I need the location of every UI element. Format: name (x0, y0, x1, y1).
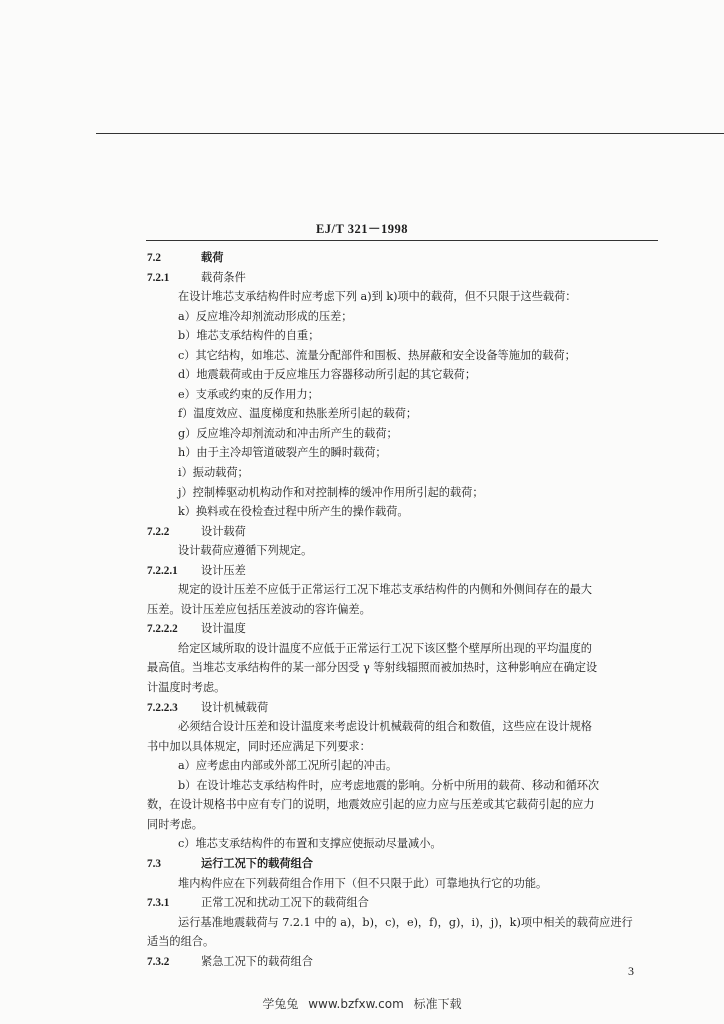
line-text: h）由于主冷却管道破裂产生的瞬时载荷； (178, 446, 387, 460)
line-text: b）在设计堆芯支承结构件时，应考虑地震的影响。分析中所用的载荷、移动和循环次 (178, 778, 600, 792)
subsection-heading (147, 952, 655, 972)
paragraph-line (147, 874, 655, 894)
header-rule (146, 240, 658, 241)
paragraph-line (147, 913, 655, 933)
line-text: 设计载荷 (201, 524, 246, 538)
line-text: 数，在设计规格书中应有专门的说明，地震效应引起的应力应与压差或其它载荷引起的应力 (147, 798, 595, 812)
line-text: 设计温度 (201, 622, 246, 636)
section-heading (147, 854, 655, 874)
line-text: 适当的组合。 (147, 935, 215, 949)
line-text: a）反应堆冷却剂流动形成的压差； (178, 309, 353, 323)
list-item (147, 326, 655, 346)
footer-url[interactable]: www.bzfxw.com (308, 997, 404, 1011)
line-text: 给定区域所取的设计温度不应低于正常运行工况下该区整个壁厚所出现的平均温度的 (178, 641, 592, 655)
line-text: 必须结合设计压差和设计温度来考虑设计机械载荷的组合和数值，这些应在设计规格 (178, 720, 592, 734)
line-text: 设计机械载荷 (201, 700, 269, 714)
line-text: 在设计堆芯支承结构件时应考虑下列 a)到 k)项中的载荷，但不只限于这些载荷： (178, 290, 577, 304)
line-text: c）堆芯支承结构件的布置和支撑应使振动尽量减小。 (178, 837, 442, 851)
section-number: 7.2.2 (147, 525, 170, 538)
paragraph-line (147, 737, 655, 757)
paragraph-line (147, 639, 655, 659)
line-text: 设计载荷应遵循下列规定。 (178, 544, 313, 558)
paragraph-line (147, 795, 655, 815)
page-number: 3 (628, 964, 634, 978)
line-text: 同时考虑。 (147, 817, 203, 831)
footer-tagline: 标准下载 (413, 997, 462, 1011)
subsection-heading (147, 698, 655, 718)
footer-site-name: 学兔兔 (262, 997, 299, 1011)
line-text: 运行基准地震载荷与 7.2.1 中的 a)，b)，c)，e)，f)，g)，i)，j)，k)项中相关的载荷应进行 (178, 915, 633, 929)
line-text: g）反应堆冷却剂流动和冲击所产生的载荷； (178, 426, 398, 440)
paragraph-line (147, 287, 655, 307)
paragraph-line (147, 678, 655, 698)
line-text: e）支承或约束的反作用力； (178, 387, 319, 401)
footer-watermark (0, 995, 724, 1012)
line-text: 运行工况下的载荷组合 (201, 855, 313, 870)
section-number: 7.2 (147, 252, 161, 264)
line-text: 正常工况和扰动工况下的载荷组合 (201, 896, 369, 910)
line-text: 最高值。当堆芯支承结构件的某一部分因受 γ 等射线辐照而被加热时，这种影响应在确定设 (147, 661, 598, 675)
line-text: f）温度效应、温度梯度和热胀差所引起的载荷； (178, 407, 418, 421)
paragraph-line (147, 717, 655, 737)
section-number: 7.2.2.2 (147, 623, 178, 636)
subsection-heading (147, 522, 655, 542)
list-item (147, 365, 655, 385)
section-heading (147, 248, 655, 268)
list-item (147, 483, 655, 503)
subsection-heading (147, 268, 655, 288)
paragraph-line (147, 658, 655, 678)
line-text: 计温度时考虑。 (147, 681, 226, 695)
list-item (147, 424, 655, 444)
line-text: 规定的设计压差不应低于正常运行工况下堆芯支承结构件的内侧和外侧间存在的最大 (178, 583, 592, 597)
list-item (147, 307, 655, 327)
subsection-heading (147, 893, 655, 913)
line-text: 载荷条件 (201, 270, 246, 284)
list-item (147, 834, 655, 854)
line-text: a）应考虑由内部或外部工况所引起的冲击。 (178, 759, 398, 773)
line-text: 设计压差 (201, 563, 246, 577)
section-number: 7.2.1 (147, 271, 170, 284)
list-item (147, 756, 655, 776)
section-number: 7.3.1 (147, 897, 170, 910)
subsection-heading (147, 619, 655, 639)
paragraph-line (147, 932, 655, 952)
list-item (147, 502, 655, 522)
paragraph-line (147, 815, 655, 835)
list-item (147, 346, 655, 366)
line-text: 压差。设计压差应包括压差波动的容许偏差。 (147, 602, 371, 616)
section-number: 7.3 (147, 857, 161, 870)
line-text: k）换料或在役检查过程中所产生的操作载荷。 (178, 505, 409, 519)
top-rule (96, 133, 724, 134)
section-number: 7.2.2.3 (147, 701, 178, 714)
list-item (147, 404, 655, 424)
line-text: 载荷 (201, 250, 224, 264)
list-item (147, 443, 655, 463)
line-text: 堆内构件应在下列载荷组合作用下（但不只限于此）可靠地执行它的功能。 (178, 876, 548, 890)
document-code: EJ/T 321－1998 (315, 222, 409, 236)
line-text: d）地震载荷或由于反应堆压力容器移动所引起的其它载荷； (178, 368, 477, 382)
line-text: c）其它结构，如堆芯、流量分配部件和围板、热屏蔽和安全设备等施加的载荷； (178, 348, 576, 362)
line-text: 书中加以具体规定，同时还应满足下列要求： (147, 739, 371, 753)
list-item (147, 385, 655, 405)
subsection-heading (147, 561, 655, 581)
line-text: b）堆芯支承结构件的自重； (178, 329, 320, 343)
list-item (147, 463, 655, 483)
line-text: 紧急工况下的载荷组合 (201, 954, 313, 968)
list-item (147, 776, 655, 796)
section-number: 7.3.2 (147, 955, 170, 968)
document-body (147, 248, 655, 971)
section-number: 7.2.2.1 (147, 564, 178, 577)
paragraph-line (147, 600, 655, 620)
line-text: j）控制棒驱动机构动作和对控制棒的缓冲作用所引起的载荷； (178, 485, 484, 499)
line-text: i）振动载荷； (178, 466, 249, 480)
paragraph-line (147, 580, 655, 600)
paragraph-line (147, 541, 655, 561)
